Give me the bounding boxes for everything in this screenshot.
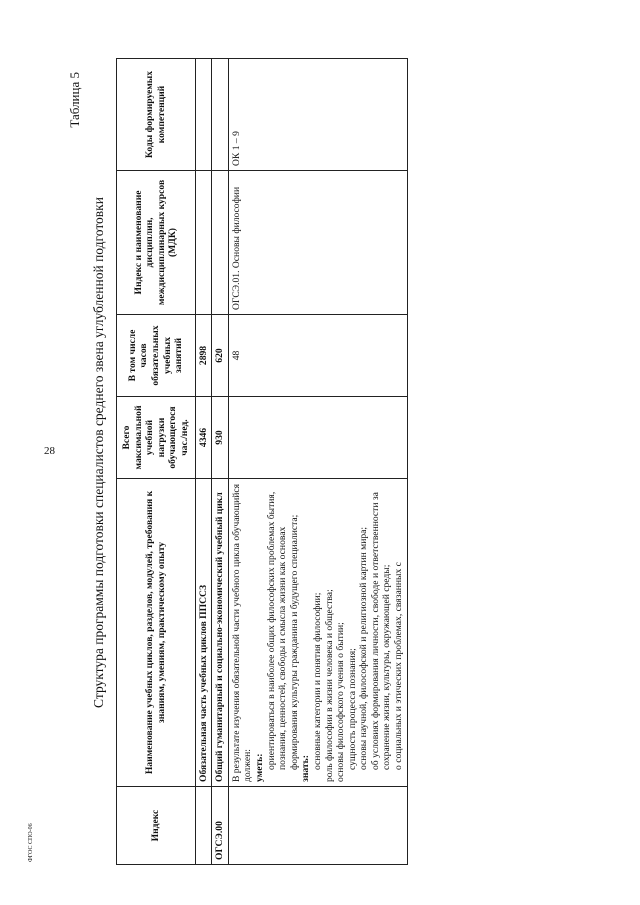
row-competencies	[195, 59, 212, 171]
detail-index	[228, 787, 407, 865]
row-index	[195, 787, 212, 865]
row-name: Общий гуманитарный и социально-экономический учебный цикл	[212, 479, 229, 787]
znat-item: сущность процесса познания;	[346, 648, 358, 770]
header-index: Индекс	[117, 787, 196, 865]
znat-item: основы научной, философской и религиозной картин мира;	[358, 526, 370, 770]
page-number: 28	[44, 445, 55, 457]
znat-item: основы философского учения о бытии;	[335, 622, 347, 782]
table-header-row	[117, 59, 196, 865]
detail-intro: В результате изучения обязательной части учебного цикла обучающийся должен:	[230, 483, 254, 782]
row-discipline	[212, 171, 229, 315]
umet-item: ориентироваться в наиболее общих философских проблемах бытия, познания, ценностей, свободы и смысла жизни как основах формирования культуры гражданина и будущего специалиста;	[265, 491, 300, 770]
detail-description	[228, 479, 407, 787]
detail-discipline: ОГСЭ.01. Основы философии	[228, 171, 407, 315]
znat-item: основные категории и понятия философии;	[311, 592, 323, 770]
row-max-load: 4346	[195, 397, 212, 479]
row-max-load: 930	[212, 397, 229, 479]
header-discipline: Индекс и наименование дисциплин, междисциплинарных курсов (МДК)	[117, 171, 196, 315]
header-name: Наименование учебных циклов, разделов, модулей, требования к знаниям, умениям, практическому опыту	[117, 479, 196, 787]
detail-max-load	[228, 397, 407, 479]
znat-label: знать:	[300, 755, 312, 782]
table-label: Таблица 5	[67, 72, 82, 128]
umet-label: уметь:	[253, 753, 265, 782]
structure-table	[116, 58, 408, 865]
page-title: Структура программы подготовки специалистов среднего звена углубленной подготовки	[91, 197, 106, 708]
header-competencies: Коды формируемых компетенций	[117, 59, 196, 171]
footer-code: ФГОС СПО-06	[28, 823, 34, 862]
znat-item: об условиях формирования личности, свободе и ответственности за сохранение жизни, культуры, окружающей среды;	[369, 492, 393, 770]
rotated-page-content	[67, 0, 640, 905]
row-index: ОГСЭ.00	[212, 787, 229, 865]
row-discipline	[195, 171, 212, 315]
detail-mandatory: 48	[228, 315, 407, 397]
detail-competencies: ОК 1 – 9	[228, 59, 407, 171]
row-competencies	[212, 59, 229, 171]
header-mandatory: В том числе часов обязательных учебных занятий	[117, 315, 196, 397]
znat-item: роль философии в жизни человека и общества;	[323, 589, 335, 782]
row-mandatory: 2898	[195, 315, 212, 397]
header-max-load: Всего максимальной учебной нагрузки обучающегося час./нед.	[117, 397, 196, 479]
table-row	[212, 59, 229, 865]
table-row-detail	[228, 59, 407, 865]
znat-item: о социальных и этических проблемах, связанных с	[393, 562, 405, 770]
row-name: Обязательная часть учебных циклов ППССЗ	[195, 479, 212, 787]
row-mandatory: 620	[212, 315, 229, 397]
table-row	[195, 59, 212, 865]
